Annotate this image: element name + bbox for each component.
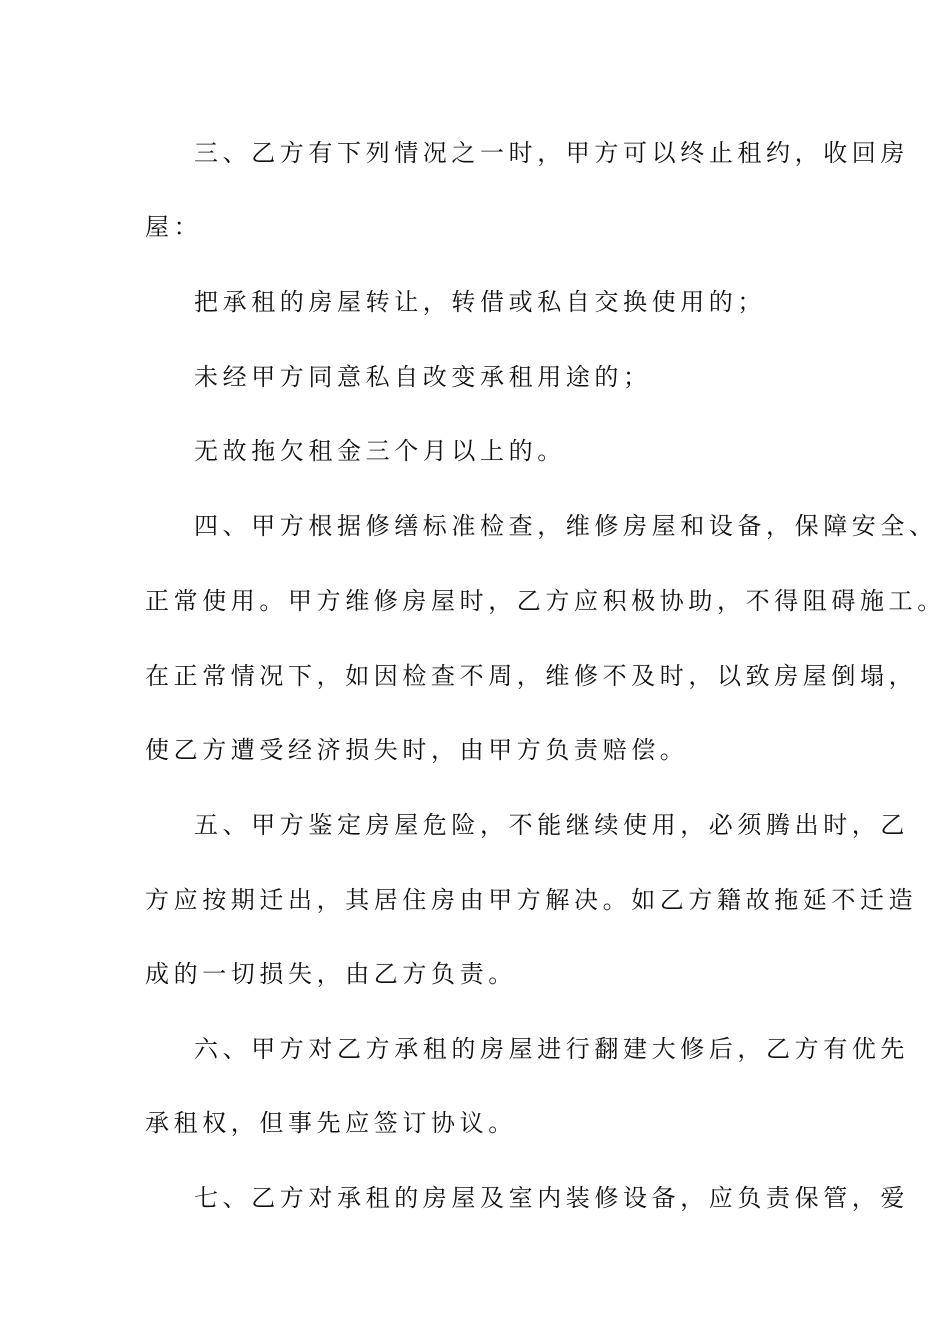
clause-3-item-1: 把承租的房屋转让，转借或私自交换使用的；: [194, 288, 766, 316]
clause-6-line-1: 六、甲方对乙方承租的房屋进行翻建大修后，乙方有优先: [194, 1035, 909, 1063]
clause-3-item-3: 无故拖欠租金三个月以上的。: [194, 437, 566, 465]
clause-3-line-1: 三、乙方有下列情况之一时，甲方可以终止租约，收回房: [194, 139, 909, 167]
clause-6-line-2: 承租权，但事先应签订协议。: [145, 1109, 517, 1137]
clause-3-item-2: 未经甲方同意私自改变承租用途的；: [194, 363, 652, 391]
clause-4-line-2: 正常使用。甲方维修房屋时，乙方应积极协助，不得阻碍施工。: [145, 587, 946, 615]
clause-3-line-2: 屋：: [145, 213, 203, 241]
clause-5-line-1: 五、甲方鉴定房屋危险，不能继续使用，必须腾出时，乙: [194, 811, 909, 839]
clause-7-line-1: 七、乙方对承租的房屋及室内装修设备，应负责保管，爱: [194, 1184, 909, 1212]
clause-5-line-3: 成的一切损失，由乙方负责。: [145, 960, 517, 988]
clause-5-line-2: 方应按期迁出，其居住房由甲方解决。如乙方籍故拖延不迁造: [145, 886, 918, 914]
clause-4-line-4: 使乙方遭受经济损失时，由甲方负责赔偿。: [145, 736, 689, 764]
clause-4-line-3: 在正常情况下，如因检查不周，维修不及时，以致房屋倒塌，: [145, 662, 918, 690]
clause-4-line-1: 四、甲方根据修缮标准检查，维修房屋和设备，保障安全、: [194, 512, 938, 540]
